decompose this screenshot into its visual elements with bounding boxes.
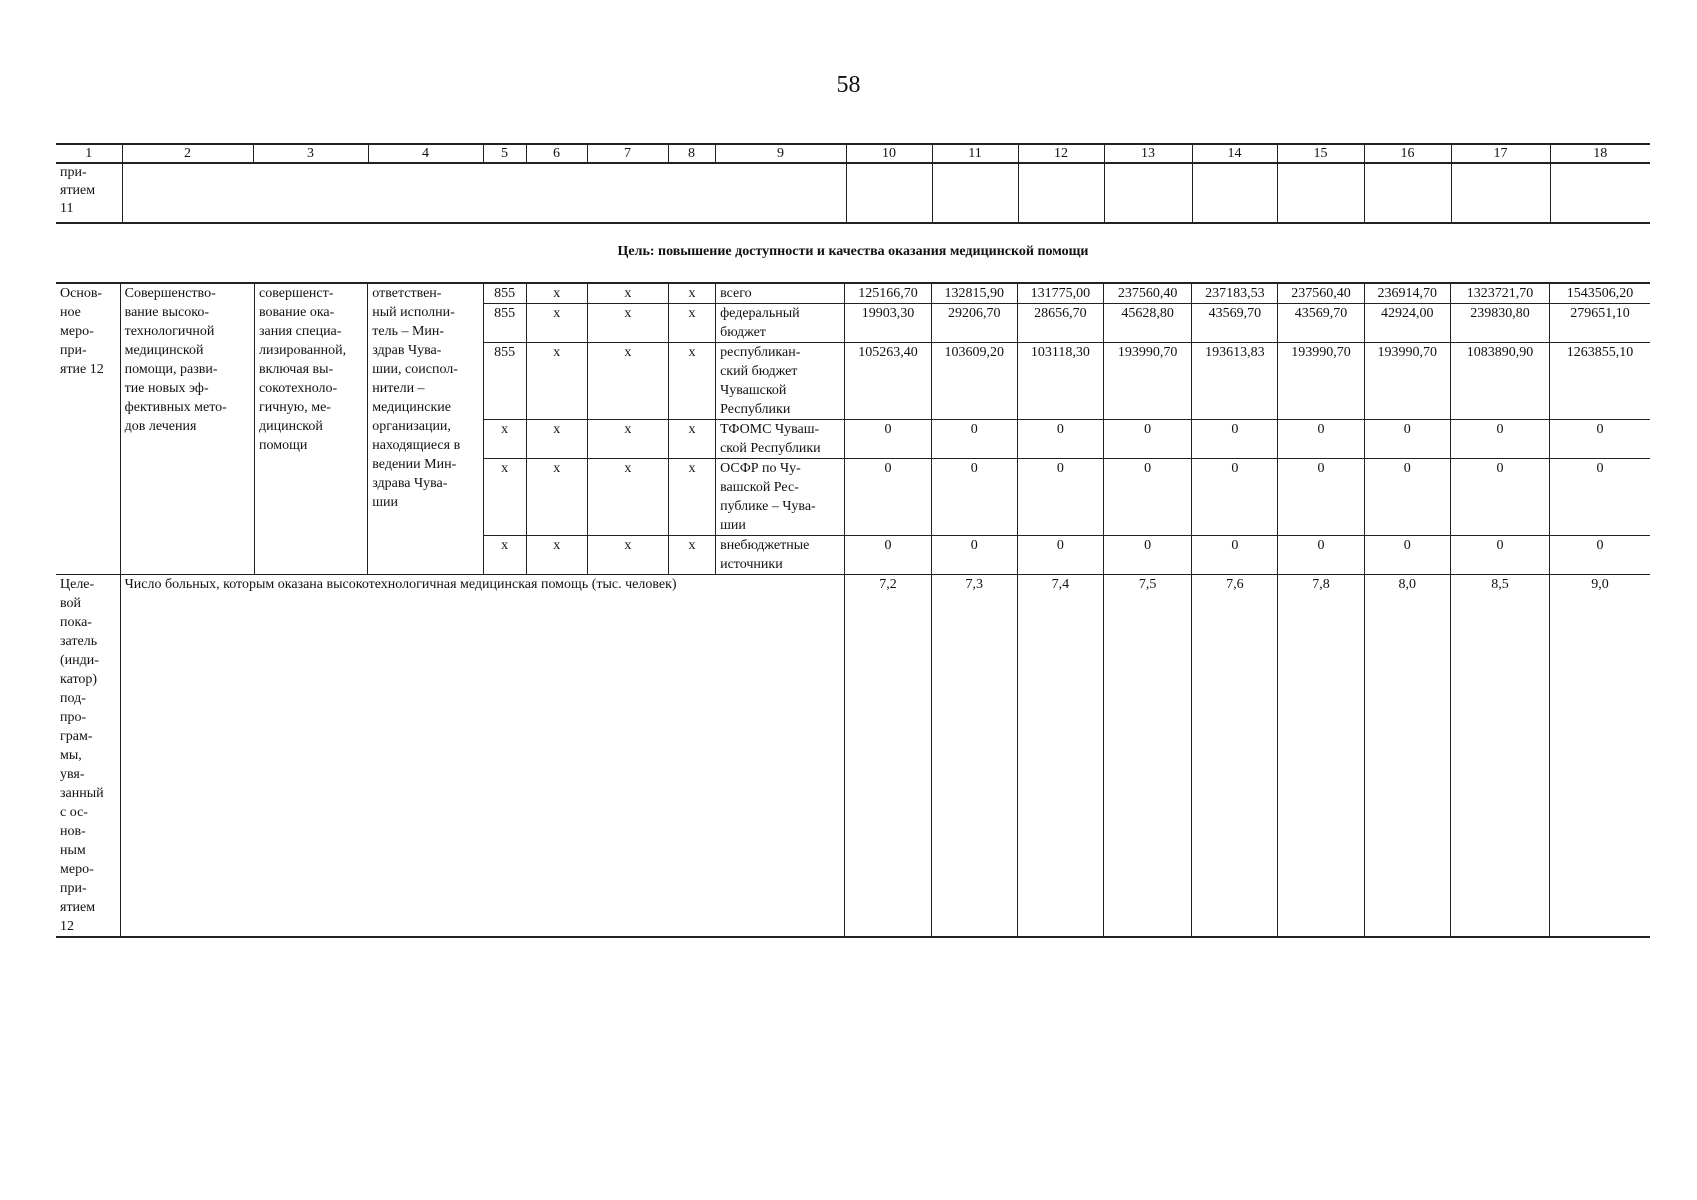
blank-cell [1277, 163, 1364, 223]
value-cell: 236914,70 [1364, 283, 1450, 304]
target-article-cell: х [587, 536, 668, 575]
budget-code-cell: х [483, 459, 526, 536]
indicator-value-cell: 7,8 [1278, 575, 1364, 938]
column-number-16: 16 [1364, 144, 1451, 163]
indicator-value-cell: 7,4 [1017, 575, 1103, 938]
indicator-text: Число больных, которым оказана высокотехнологичная медицинская помощь (тыс. человек) [120, 575, 845, 938]
indicator-value-cell: 7,5 [1104, 575, 1192, 938]
measure-executor: ответствен- ный исполни- тель – Мин- здрав Чува- шии, соиспол- нители – медицинские организации, находящиеся в ведении Мин- здрава Чува- шии [368, 283, 483, 575]
expense-type-cell: х [668, 459, 715, 536]
column-number-5: 5 [483, 144, 526, 163]
value-cell: 0 [1017, 459, 1103, 536]
value-cell: 0 [1364, 459, 1450, 536]
value-cell: 1323721,70 [1450, 283, 1549, 304]
value-cell: 43569,70 [1278, 304, 1364, 343]
value-cell: 131775,00 [1017, 283, 1103, 304]
value-cell: 0 [1450, 459, 1549, 536]
funding-source-cell: всего [716, 283, 845, 304]
column-number-1: 1 [56, 144, 122, 163]
value-cell: 0 [1450, 536, 1549, 575]
target-article-cell: х [587, 304, 668, 343]
blank-cell [1104, 163, 1192, 223]
column-number-7: 7 [587, 144, 668, 163]
budget-code-cell: 855 [483, 283, 526, 304]
value-cell: 0 [1192, 420, 1278, 459]
table-header-continuation [56, 143, 1650, 224]
value-cell: 0 [1278, 536, 1364, 575]
value-cell: 193990,70 [1364, 343, 1450, 420]
value-cell: 0 [1450, 420, 1549, 459]
column-number-4: 4 [368, 144, 483, 163]
value-cell: 193990,70 [1104, 343, 1192, 420]
blank-cell [846, 163, 932, 223]
value-cell: 29206,70 [931, 304, 1017, 343]
section-code-cell: х [526, 459, 587, 536]
column-number-17: 17 [1451, 144, 1550, 163]
value-cell: 0 [845, 420, 931, 459]
measure-table [56, 282, 1650, 938]
value-cell: 132815,90 [931, 283, 1017, 304]
value-cell: 0 [1104, 536, 1192, 575]
column-number-3: 3 [253, 144, 368, 163]
column-number-15: 15 [1277, 144, 1364, 163]
column-number-2: 2 [122, 144, 253, 163]
value-cell: 1083890,90 [1450, 343, 1549, 420]
section-code-cell: х [526, 343, 587, 420]
value-cell: 193990,70 [1278, 343, 1364, 420]
value-cell: 125166,70 [845, 283, 931, 304]
value-cell: 19903,30 [845, 304, 931, 343]
value-cell: 0 [1017, 420, 1103, 459]
expense-type-cell: х [668, 343, 715, 420]
section-code-cell: х [526, 536, 587, 575]
blank-cell [1018, 163, 1104, 223]
expense-type-cell: х [668, 420, 715, 459]
previous-measure-label: при- ятием 11 [56, 163, 122, 223]
value-cell: 0 [1550, 459, 1650, 536]
value-cell: 237560,40 [1104, 283, 1192, 304]
funding-source-cell: федеральный бюджет [716, 304, 845, 343]
budget-code-cell: х [483, 420, 526, 459]
value-cell: 0 [1364, 536, 1450, 575]
value-cell: 279651,10 [1550, 304, 1650, 343]
value-cell: 0 [931, 536, 1017, 575]
indicator-value-cell: 7,3 [931, 575, 1017, 938]
column-number-row [56, 144, 1650, 163]
value-cell: 0 [931, 420, 1017, 459]
column-number-8: 8 [668, 144, 715, 163]
indicator-value-cell: 9,0 [1550, 575, 1650, 938]
previous-measure-tail-row [56, 163, 1650, 223]
section-code-cell: х [526, 283, 587, 304]
value-cell: 0 [1192, 459, 1278, 536]
value-cell: 0 [931, 459, 1017, 536]
blank-cell [1192, 163, 1277, 223]
funding-source-cell: республикан- ский бюджет Чувашской Республики [716, 343, 845, 420]
column-number-6: 6 [526, 144, 587, 163]
value-cell: 0 [1192, 536, 1278, 575]
value-cell: 0 [1550, 536, 1650, 575]
column-number-14: 14 [1192, 144, 1277, 163]
blank-cell [932, 163, 1018, 223]
expense-type-cell: х [668, 283, 715, 304]
value-cell: 105263,40 [845, 343, 931, 420]
section-code-cell: х [526, 304, 587, 343]
budget-code-cell: х [483, 536, 526, 575]
column-number-9: 9 [715, 144, 846, 163]
indicator-value-cell: 7,6 [1192, 575, 1278, 938]
measure-task: совершенст- вование ока- зания специа- лизированной, включая вы- сокотехноло- гичную, ме- дицинской помощи [254, 283, 367, 575]
blank-cell [1364, 163, 1451, 223]
value-cell: 239830,80 [1450, 304, 1549, 343]
value-cell: 0 [845, 536, 931, 575]
expense-type-cell: х [668, 536, 715, 575]
page-number: 58 [836, 72, 861, 98]
funding-source-cell: внебюджетные источники [716, 536, 845, 575]
blank-cell [1451, 163, 1550, 223]
indicator-label: Целе- вой пока- затель (инди- катор) под- про- грам- мы, увя- занный с ос- нов- ным меро- при- ятием 12 [56, 575, 120, 938]
target-article-cell: х [587, 283, 668, 304]
measure-label: Основ- ное меро- при- ятие 12 [56, 283, 120, 575]
value-cell: 0 [1278, 459, 1364, 536]
value-cell: 0 [1104, 420, 1192, 459]
value-cell: 45628,80 [1104, 304, 1192, 343]
column-number-13: 13 [1104, 144, 1192, 163]
goal-heading: Цель: повышение доступности и качества оказания медицинской помощи [617, 244, 1089, 259]
value-cell: 0 [1550, 420, 1650, 459]
indicator-row [56, 575, 1650, 938]
column-number-11: 11 [932, 144, 1018, 163]
funding-source-cell: ТФОМС Чуваш- ской Республики [716, 420, 845, 459]
column-number-12: 12 [1018, 144, 1104, 163]
value-cell: 43569,70 [1192, 304, 1278, 343]
value-cell: 103118,30 [1017, 343, 1103, 420]
funding-source-cell: ОСФР по Чу- вашской Рес- публике – Чува- шии [716, 459, 845, 536]
value-cell: 28656,70 [1017, 304, 1103, 343]
value-cell: 1263855,10 [1550, 343, 1650, 420]
value-cell: 0 [1017, 536, 1103, 575]
section-code-cell: х [526, 420, 587, 459]
budget-code-cell: 855 [483, 343, 526, 420]
indicator-value-cell: 7,2 [845, 575, 931, 938]
budget-code-cell: 855 [483, 304, 526, 343]
value-cell: 0 [1104, 459, 1192, 536]
value-cell: 0 [845, 459, 931, 536]
column-number-18: 18 [1550, 144, 1650, 163]
funding-row [56, 283, 1650, 304]
blank-cell [1550, 163, 1650, 223]
value-cell: 0 [1364, 420, 1450, 459]
previous-measure-blank [122, 163, 846, 223]
value-cell: 42924,00 [1364, 304, 1450, 343]
value-cell: 1543506,20 [1550, 283, 1650, 304]
expense-type-cell: х [668, 304, 715, 343]
indicator-value-cell: 8,0 [1364, 575, 1450, 938]
value-cell: 193613,83 [1192, 343, 1278, 420]
target-article-cell: х [587, 343, 668, 420]
target-article-cell: х [587, 420, 668, 459]
target-article-cell: х [587, 459, 668, 536]
column-number-10: 10 [846, 144, 932, 163]
value-cell: 237560,40 [1278, 283, 1364, 304]
value-cell: 103609,20 [931, 343, 1017, 420]
indicator-value-cell: 8,5 [1450, 575, 1549, 938]
value-cell: 237183,53 [1192, 283, 1278, 304]
value-cell: 0 [1278, 420, 1364, 459]
measure-name: Совершенство- вание высоко- технологичной медицинской помощи, разви- тие новых эф- фективных мето- дов лечения [120, 283, 254, 575]
